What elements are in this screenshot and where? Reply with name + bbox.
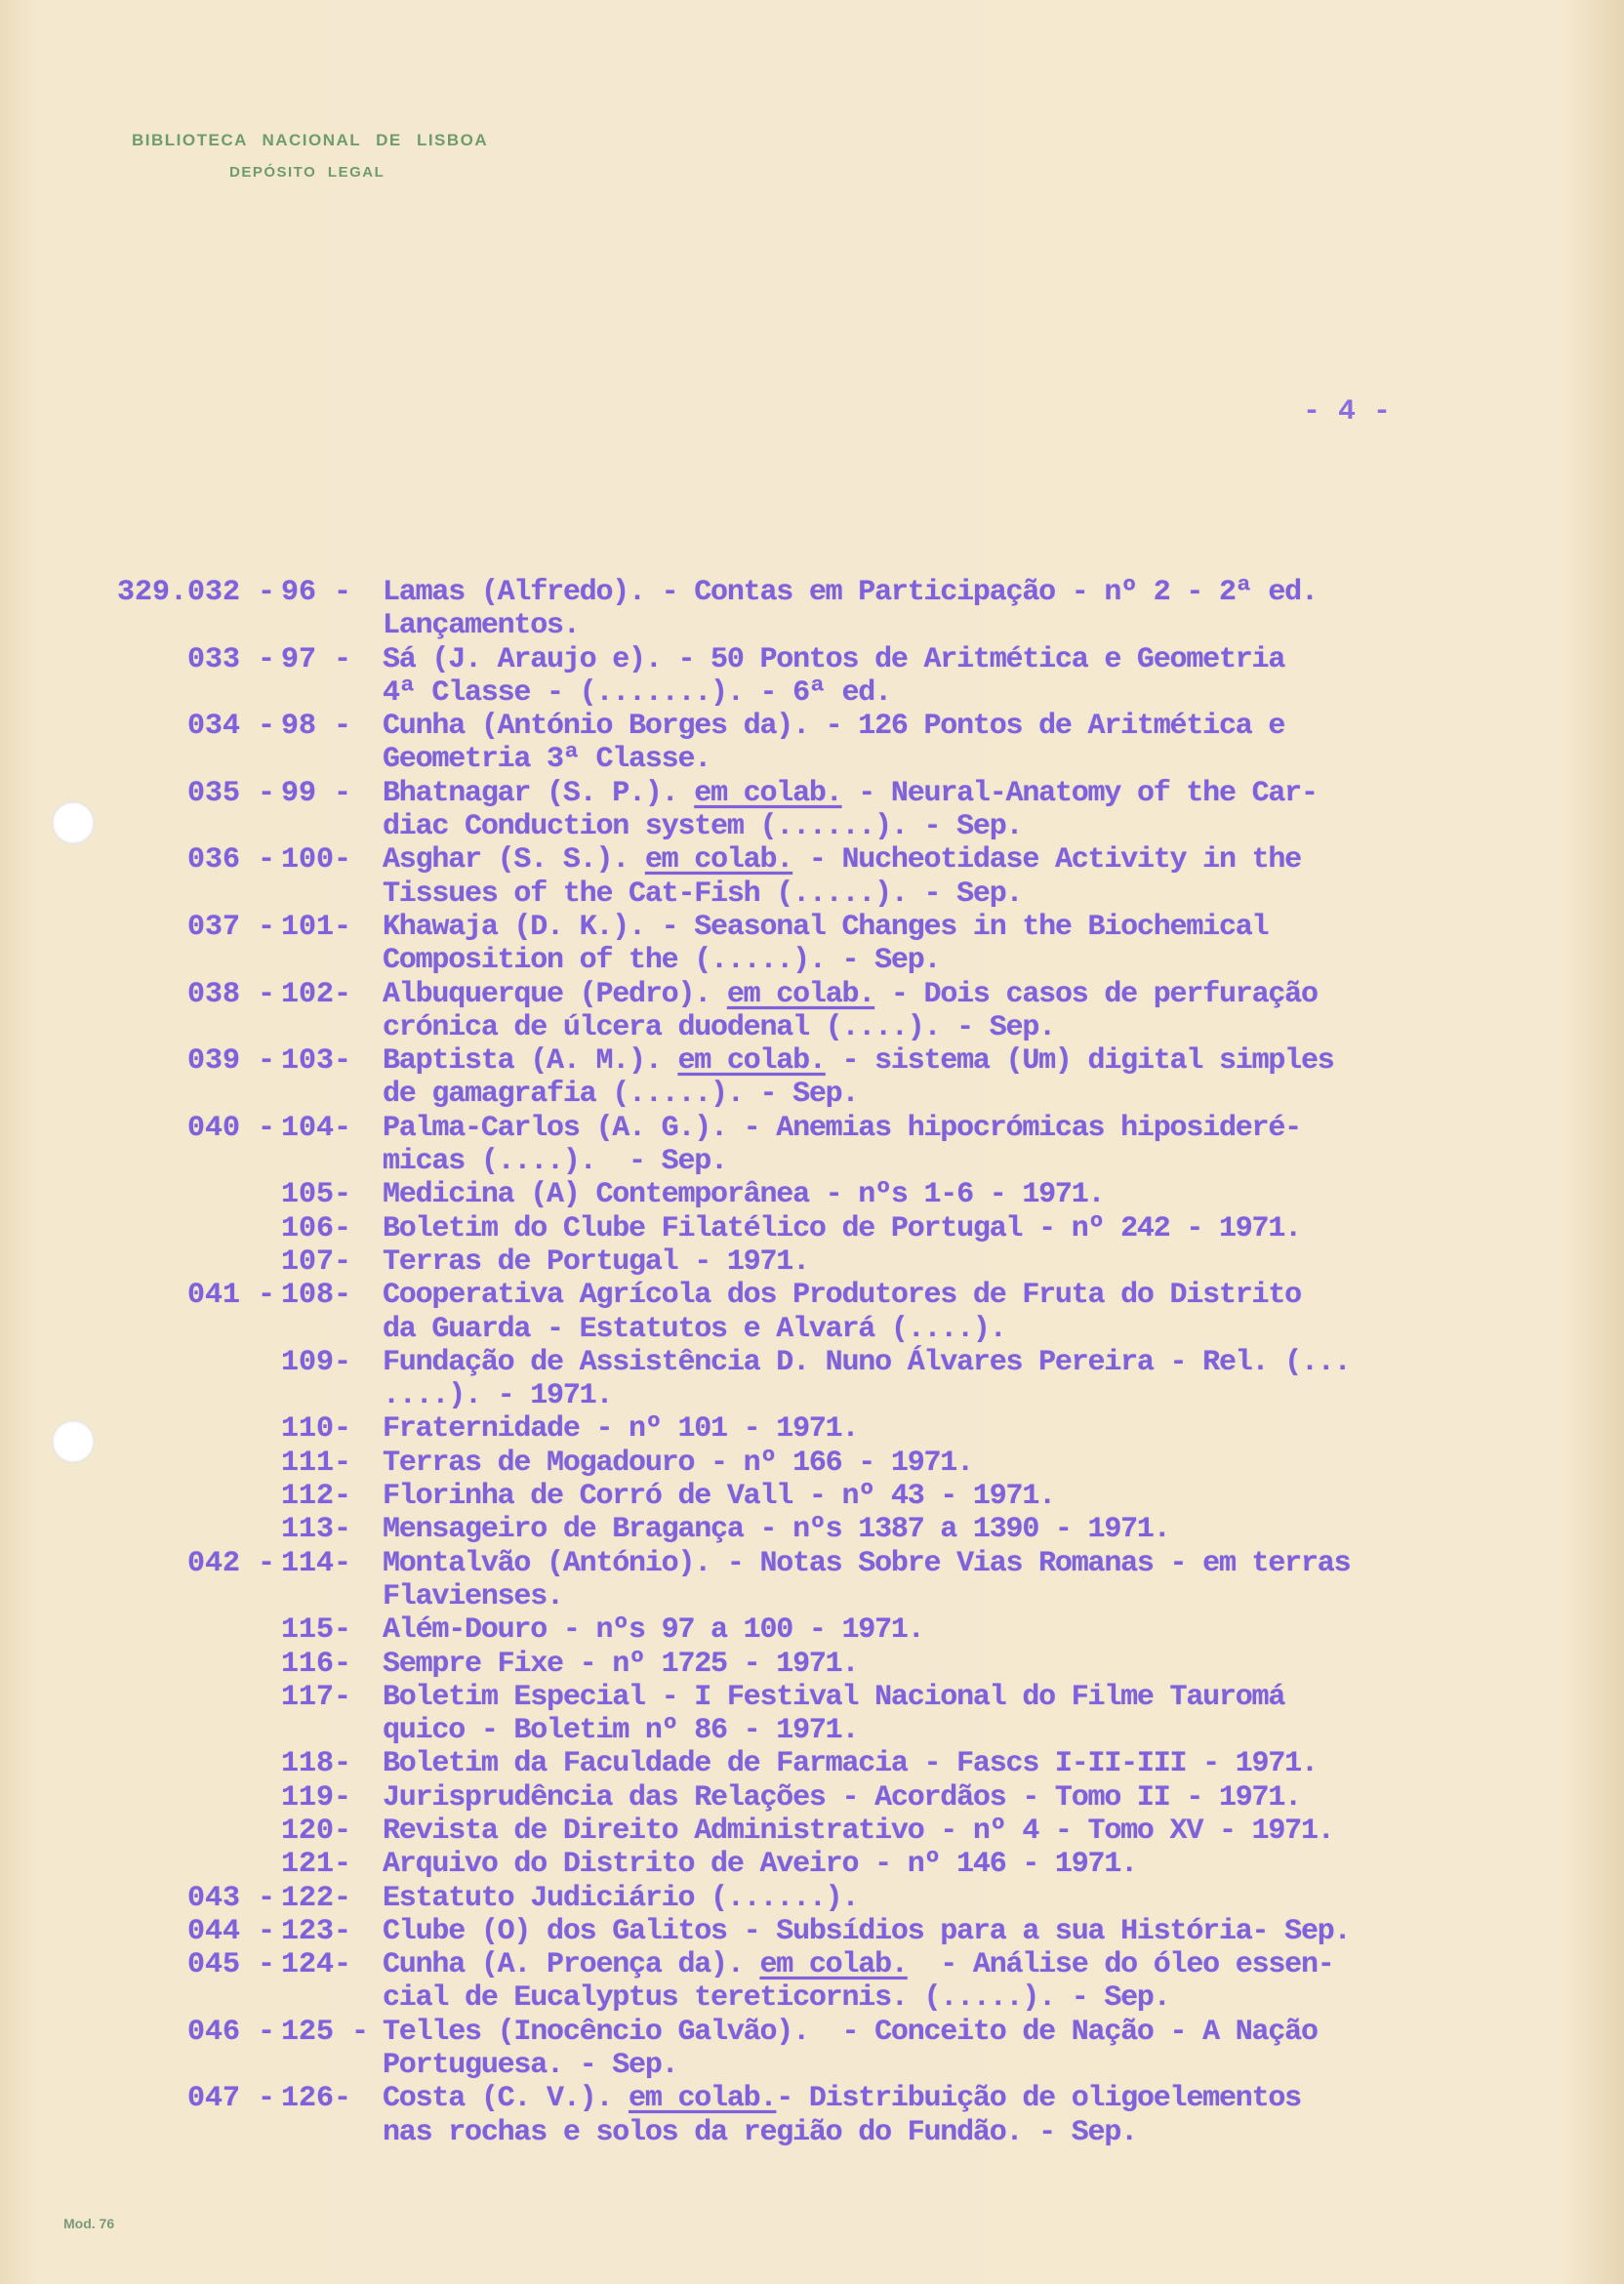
entry-line (0, 1681, 1624, 1714)
entry-text: Medicina (A) Contemporânea - nºs 1-6 - 1971. (383, 1178, 1105, 1212)
entry-text: Boletim Especial - I Festival Nacional do Filme Tauromá (383, 1680, 1285, 1714)
entry-code: 045 - (186, 1948, 275, 1982)
entry-line (0, 1112, 1624, 1145)
entry-line (0, 710, 1624, 743)
entry-code: 044 - (186, 1914, 275, 1948)
underlined-em-colab: em colab. (726, 977, 875, 1011)
entry-code: 036 - (186, 843, 275, 877)
entry-number: 125 - (281, 2015, 370, 2049)
entry-text: Cunha (A. Proença da). em colab. - Análise do óleo essen- (383, 1948, 1334, 1982)
entry-text: Estatuto Judiciário (......). (383, 1881, 859, 1915)
entry-code: 043 - (186, 1881, 275, 1915)
entry-number: 96 - (281, 576, 352, 609)
entry-text: Arquivo do Distrito de Aveiro - nº 146 - 1971. (383, 1848, 1137, 1882)
entry-text: Terras de Portugal - 1971. (383, 1244, 809, 1279)
entry-line (0, 1212, 1624, 1245)
entry-code: 040 - (186, 1111, 275, 1145)
entry-code: 038 - (186, 977, 275, 1011)
entry-line (0, 1313, 1624, 1346)
entry-line (0, 1480, 1624, 1513)
entry-text: Lamas (Alfredo). - Contas em Participação - nº 2 - 2ª ed. (383, 576, 1318, 609)
entry-line (0, 2049, 1624, 2082)
entry-line (0, 1412, 1624, 1446)
entry-line (0, 2016, 1624, 2049)
entry-number: 111- (281, 1446, 352, 1480)
entry-code: 041 - (186, 1279, 275, 1313)
entry-number: 97 - (281, 642, 352, 676)
entry-text: cial de Eucalyptus tereticornis. (.....). - Sep. (383, 1981, 1170, 2016)
letterhead-institution: BIBLIOTECA NACIONAL DE LISBOA (132, 131, 489, 149)
entry-line (0, 1948, 1624, 1981)
entry-line (0, 810, 1624, 843)
entry-line (0, 1044, 1624, 1078)
entry-text: Além-Douro - nºs 97 a 100 - 1971. (383, 1613, 924, 1648)
entry-text: Boletim do Clube Filatélico de Portugal - nº 242 - 1971. (383, 1211, 1301, 1245)
entry-text: Khawaja (D. K.). - Seasonal Changes in the Biochemical (383, 910, 1269, 944)
entry-text: Asghar (S. S.). em colab. - Nucheotidase Activity in the (383, 843, 1301, 877)
entry-line (0, 1547, 1624, 1580)
entry-line (0, 1178, 1624, 1211)
entry-text: Baptista (A. M.). em colab. - sistema (Um) digital simples (383, 1044, 1334, 1079)
underlined-em-colab: em colab. (759, 1948, 908, 1982)
entry-code: 035 - (186, 776, 275, 810)
entry-line (0, 1513, 1624, 1546)
entry-code: 329.032 - (116, 576, 275, 609)
entry-number: 116- (281, 1647, 352, 1681)
entry-line (0, 978, 1624, 1011)
entry-number: 120- (281, 1814, 352, 1848)
entry-line (0, 1915, 1624, 1948)
underlined-em-colab: em colab. (694, 776, 842, 810)
entry-text: Mensageiro de Bragança - nºs 1387 a 1390 - 1971. (383, 1513, 1170, 1547)
entry-line (0, 1714, 1624, 1747)
entry-line (0, 1447, 1624, 1480)
entry-text: Composition of the (.....). - Sep. (383, 944, 941, 978)
entry-number: 102- (281, 977, 352, 1011)
entry-text: Terras de Mogadouro - nº 166 - 1971. (383, 1446, 973, 1480)
entry-number: 106- (281, 1211, 352, 1245)
form-label: Mod. 76 (63, 2216, 115, 2231)
entry-number: 114- (281, 1546, 352, 1580)
entry-line (0, 576, 1624, 609)
entry-line (0, 1379, 1624, 1412)
entry-text: Flavienses. (383, 1579, 563, 1613)
entry-number: 124- (281, 1948, 352, 1982)
entry-text: Cooperativa Agrícola dos Produtores de Fruta do Distrito (383, 1279, 1301, 1313)
entry-text: Portuguesa. - Sep. (383, 2049, 678, 2083)
entry-text: Fundação de Assistência D. Nuno Álvares Pereira - Rel. (... (383, 1345, 1351, 1379)
entry-text: Lançamentos. (383, 609, 580, 643)
entry-number: 115- (281, 1613, 352, 1648)
entry-number: 117- (281, 1680, 352, 1714)
underlined-em-colab: em colab. (644, 843, 793, 877)
entry-line (0, 843, 1624, 877)
entry-line (0, 911, 1624, 944)
entry-code: 046 - (186, 2015, 275, 2049)
entry-line (0, 944, 1624, 977)
entry-line (0, 1580, 1624, 1613)
entry-text: Albuquerque (Pedro). em colab. - Dois casos de perfuração (383, 977, 1318, 1011)
entry-text: Bhatnagar (S. P.). em colab. - Neural-Anatomy of the Car- (383, 776, 1318, 810)
entry-number: 103- (281, 1044, 352, 1079)
entry-text: diac Conduction system (......). - Sep. (383, 810, 1023, 844)
entry-code: 033 - (186, 642, 275, 676)
entry-code: 039 - (186, 1044, 275, 1079)
entry-number: 121- (281, 1848, 352, 1882)
deposit-entry-list (0, 576, 1624, 2149)
entry-number: 107- (281, 1244, 352, 1279)
entry-line (0, 1078, 1624, 1111)
entry-line (0, 743, 1624, 776)
entry-number: 113- (281, 1513, 352, 1547)
entry-line (0, 777, 1624, 810)
entry-text: 4ª Classe - (.......). - 6ª ed. (383, 675, 891, 710)
entry-line (0, 1981, 1624, 2015)
entry-line (0, 1346, 1624, 1379)
entry-text: Boletim da Faculdade de Farmacia - Fascs I-II-III - 1971. (383, 1747, 1318, 1781)
entry-number: 112- (281, 1480, 352, 1514)
entry-text: crónica de úlcera duodenal (....). - Sep. (383, 1010, 1055, 1044)
entry-text: Revista de Direito Administrativo - nº 4 - Tomo XV - 1971. (383, 1814, 1334, 1848)
entry-text: quico - Boletim nº 86 - 1971. (383, 1714, 859, 1748)
entry-line (0, 1815, 1624, 1848)
entry-number: 99 - (281, 776, 352, 810)
entry-line (0, 877, 1624, 911)
entry-code: 042 - (186, 1546, 275, 1580)
entry-number: 105- (281, 1178, 352, 1212)
entry-code: 034 - (186, 710, 275, 744)
entry-text: Sempre Fixe - nº 1725 - 1971. (383, 1647, 859, 1681)
entry-text: Telles (Inocêncio Galvão). - Conceito de Nação - A Nação (383, 2015, 1318, 2049)
entry-number: 110- (281, 1412, 352, 1447)
entry-line (0, 1613, 1624, 1647)
entry-text: Sá (J. Araujo e). - 50 Pontos de Aritmética e Geometria (383, 642, 1285, 676)
entry-number: 119- (281, 1780, 352, 1815)
entry-number: 108- (281, 1279, 352, 1313)
entry-line (0, 609, 1624, 642)
entry-text: micas (....). - Sep. (383, 1145, 727, 1179)
entry-code: 047 - (186, 2082, 275, 2116)
entry-text: Palma-Carlos (A. G.). - Anemias hipocrómicas hiposideré- (383, 1111, 1301, 1145)
entry-number: 123- (281, 1914, 352, 1948)
entry-line (0, 643, 1624, 676)
page-number: - 4 - (1303, 395, 1392, 428)
entry-number: 109- (281, 1345, 352, 1379)
entry-text: Fraternidade - nº 101 - 1971. (383, 1412, 859, 1447)
entry-line (0, 1747, 1624, 1780)
underlined-em-colab: em colab. (629, 2082, 777, 2116)
underlined-em-colab: em colab. (677, 1044, 826, 1079)
entry-text: Jurisprudência das Relações - Acordãos - Tomo II - 1971. (383, 1780, 1301, 1815)
entry-number: 100- (281, 843, 352, 877)
entry-text: ....). - 1971. (383, 1379, 613, 1413)
entry-line (0, 1848, 1624, 1881)
entry-text: Clube (O) dos Galitos - Subsídios para a sua História- Sep. (383, 1914, 1351, 1948)
entry-text: Costa (C. V.). em colab.- Distribuição de oligoelementos (383, 2082, 1301, 2116)
entry-text: Cunha (António Borges da). - 126 Pontos de Aritmética e (383, 710, 1285, 744)
entry-line (0, 1245, 1624, 1279)
entry-line (0, 1279, 1624, 1312)
entry-number: 98 - (281, 710, 352, 744)
entry-text: de gamagrafia (.....). - Sep. (383, 1078, 859, 1112)
entry-text: Geometria 3ª Classe. (383, 743, 711, 777)
entry-line (0, 1781, 1624, 1815)
entry-text: nas rochas e solos da região do Fundão. - Sep. (383, 2115, 1137, 2149)
entry-line (0, 676, 1624, 710)
entry-number: 118- (281, 1747, 352, 1781)
entry-text: Florinha de Corró de Vall - nº 43 - 1971. (383, 1480, 1055, 1514)
entry-number: 126- (281, 2082, 352, 2116)
entry-text: da Guarda - Estatutos e Alvará (....). (383, 1312, 1006, 1346)
entry-number: 104- (281, 1111, 352, 1145)
entry-text: Tissues of the Cat-Fish (.....). - Sep. (383, 877, 1023, 911)
entry-line (0, 1648, 1624, 1681)
entry-number: 101- (281, 910, 352, 944)
entry-line (0, 1882, 1624, 1915)
entry-text: Montalvão (António). - Notas Sobre Vias Romanas - em terras (383, 1546, 1351, 1580)
entry-line (0, 2116, 1624, 2149)
entry-code: 037 - (186, 910, 275, 944)
letterhead-department: DEPÓSITO LEGAL (229, 164, 386, 181)
entry-line (0, 1011, 1624, 1044)
entry-line (0, 1145, 1624, 1178)
entry-line (0, 2082, 1624, 2115)
entry-number: 122- (281, 1881, 352, 1915)
